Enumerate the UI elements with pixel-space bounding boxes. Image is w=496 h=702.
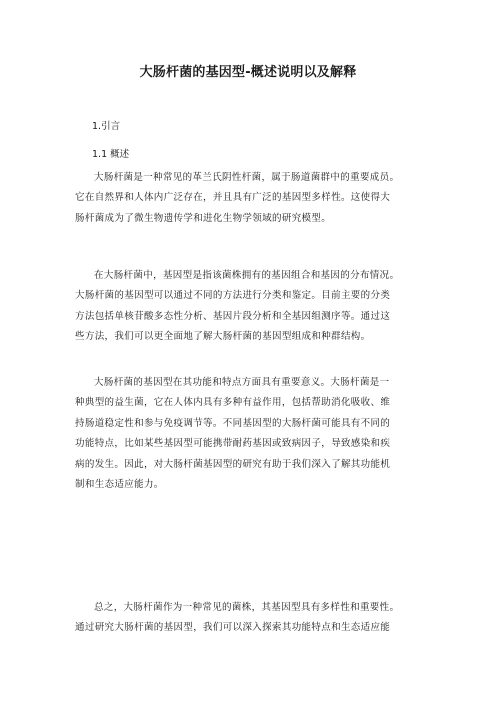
- paragraph-line: 在大肠杆菌中，基因型是指该菌株拥有的基因组合和基因的分布情况。: [94, 270, 400, 281]
- paragraph-line: 病的发生。因此，对大肠杆菌基因型的研究有助于我们深入了解其功能机: [75, 458, 391, 470]
- paragraph-2: [75, 266, 427, 348]
- paragraph-line: 大肠杆菌的基因型可以通过不同的方法进行分类和鉴定。目前主要的分类: [75, 290, 391, 302]
- paragraph-line: 它在自然界和人体内广泛存在，并且具有广泛的基因型多样性。这使得大: [75, 192, 391, 204]
- paragraph-line: 制和生态适应能力。: [75, 478, 164, 490]
- paragraph-1: [75, 168, 427, 229]
- subsection-heading: 1.1 概述: [92, 149, 130, 160]
- document-title: 大肠杆菌的基因型-概述说明以及解释: [139, 65, 357, 80]
- paragraph-3: [75, 373, 427, 495]
- paragraph-line: 种典型的益生菌，它在人体内具有多种有益作用，包括帮助消化吸收、维: [75, 397, 391, 409]
- paragraph-line: 总之，大肠杆菌作为一种常见的菌株，其基因型具有多样性和重要性。: [94, 602, 400, 613]
- paragraph-line: 大肠杆菌是一种常见的革兰氏阴性杆菌，属于肠道菌群中的重要成员。: [94, 172, 400, 183]
- section-heading: 1.引言: [92, 121, 121, 132]
- paragraph-line: 功能特点，比如某些基因型可能携带耐药基因或致病因子，导致感染和疾: [75, 438, 391, 450]
- paragraph-line: 方法包括单核苷酸多态性分析、基因片段分析和全基因组测序等。通过这: [75, 310, 391, 322]
- paragraph-line: 持肠道稳定性和参与免疫调节等。不同基因型的大肠杆菌可能具有不同的: [75, 417, 391, 429]
- paragraph-line: 肠杆菌成为了微生物遗传学和进化生物学领域的研究模型。: [75, 212, 332, 224]
- paragraph-line: 些方法，我们可以更全面地了解大肠杆菌的基因型组成和种群结构。: [75, 331, 371, 343]
- paragraph-4: [75, 598, 427, 639]
- paragraph-line: 通过研究大肠杆菌的基因型，我们可以深入探索其功能特点和生态适应能: [75, 622, 391, 634]
- paragraph-line: 大肠杆菌的基因型在其功能和特点方面具有重要意义。大肠杆菌是一: [94, 377, 390, 388]
